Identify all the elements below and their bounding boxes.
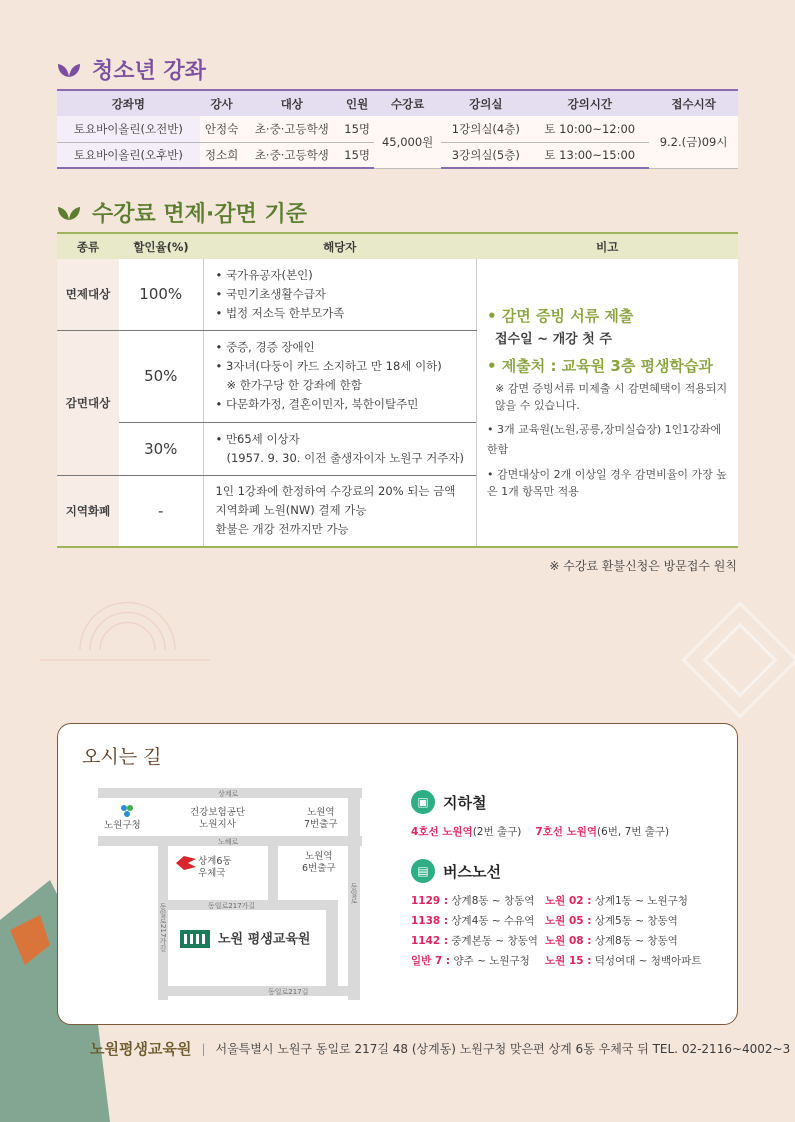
rate: 30% xyxy=(119,422,203,475)
eligible-list xyxy=(203,330,476,422)
center-label: 노원 평생교육원 xyxy=(218,931,311,947)
teacher: 안정숙 xyxy=(200,116,244,142)
th-teacher: 강사 xyxy=(200,90,244,116)
note-text: ※ 감면 증빙서류 미제출 시 감면혜택이 적용되지 않을 수 있습니다. xyxy=(494,381,728,412)
bus-icon: ▤ xyxy=(411,859,435,883)
capacity: 15명 xyxy=(340,116,374,142)
line4: 4호선 노원역 xyxy=(411,826,473,838)
time: 토 10:00~12:00 xyxy=(530,116,649,142)
discount-table xyxy=(57,232,738,548)
rate: 50% xyxy=(119,330,203,422)
th-note: 비고 xyxy=(476,233,738,259)
course-name: 토요바이올린(오후반) xyxy=(57,142,200,168)
list-item: 1인 1강좌에 한정하여 수강료의 20% 되는 금액 xyxy=(215,484,456,499)
rate: - xyxy=(119,475,203,547)
bus-route: 노원 08 : 상계8동 ~ 창동역 xyxy=(545,935,678,947)
bus-routes xyxy=(411,893,731,968)
th-who: 해당자 xyxy=(203,233,476,259)
road-label: 동일로217가길 xyxy=(208,902,256,910)
list-item: 환불은 개강 전까지만 가능 xyxy=(215,522,349,537)
eligible-list xyxy=(203,422,476,475)
room: 3강의실(5층) xyxy=(441,142,530,168)
th-fee: 수강료 xyxy=(374,90,441,116)
district-office-icon xyxy=(120,804,134,818)
note-heading: • 제출처 : 교육원 3층 평생학습과 xyxy=(486,356,713,375)
eligible-list xyxy=(203,259,476,330)
room: 1강의실(4층) xyxy=(441,116,530,142)
map-exit7: 노원역 7번출구 xyxy=(304,807,338,830)
category: 지역화폐 xyxy=(57,475,119,547)
note-text: • 3개 교육원(노원,공릉,장미실습장) 1인1강좌에 한함 xyxy=(486,422,722,456)
th-name: 강좌명 xyxy=(57,90,200,116)
list-item: • 국가유공자(본인) xyxy=(215,267,313,282)
map-office: 노원구청 xyxy=(104,820,141,831)
target: 초·중·고등학생 xyxy=(243,142,340,168)
th-rate: 할인율(%) xyxy=(119,233,203,259)
post-office-icon xyxy=(176,856,196,870)
bus-route: 1138 : 상계4동 ~ 수유역 xyxy=(411,915,535,927)
list-item: • 3자녀(다둥이 카드 소지하고 만 18세 이하) xyxy=(215,359,442,373)
course-name: 토요바이올린(오전반) xyxy=(57,116,200,142)
rate: 100% xyxy=(119,259,203,330)
th-start: 접수시작 xyxy=(649,90,738,116)
eligible-list xyxy=(203,475,476,547)
note-period: 접수일 ~ 개강 첫 주 xyxy=(494,331,612,347)
list-item: ※ 한가구당 한 강좌에 한함 xyxy=(215,378,362,392)
line7: 7호선 노원역 xyxy=(535,826,598,838)
bus-heading: ▤ 버스노선 xyxy=(411,859,731,883)
map-nhis: 건강보험공단 노원지사 xyxy=(190,807,246,830)
refund-note: ※ 수강료 환불신청은 방문접수 원칙 xyxy=(549,559,737,573)
list-item: • 만65세 이상자 xyxy=(215,431,300,446)
target: 초·중·고등학생 xyxy=(243,116,340,142)
separator: | xyxy=(201,1041,206,1056)
bus-route: 1142 : 중계본동 ~ 창동역 xyxy=(411,935,538,947)
directions-title: 오시는 길 xyxy=(82,746,162,768)
subway-lines: 4호선 노원역(2번 출구) 7호선 노원역(6번, 7번 출구) xyxy=(411,826,670,838)
teacher: 정소희 xyxy=(200,142,244,168)
fee: 45,000원 xyxy=(374,116,441,168)
bus-route: 노원 02 : 상계1동 ~ 노원구청 xyxy=(545,895,688,907)
note-cell xyxy=(476,259,738,547)
th-room: 강의실 xyxy=(441,90,530,116)
th-target: 대상 xyxy=(243,90,340,116)
course-table xyxy=(57,89,738,169)
map-post: 상계6동 우체국 xyxy=(198,856,232,879)
footer xyxy=(90,1038,790,1059)
bus-route: 1129 : 상계8동 ~ 창동역 xyxy=(411,895,535,907)
directions-card xyxy=(57,723,738,1025)
road-label: 동일로 xyxy=(350,883,358,904)
discount-section-title: 수강료 면제·감면 기준 xyxy=(56,197,307,228)
map-center xyxy=(178,926,310,948)
road-label: 상계로 xyxy=(218,790,239,798)
th-time: 강의시간 xyxy=(530,90,649,116)
map-exit6: 노원역 6번출구 xyxy=(302,851,336,874)
list-item: • 다문화가정, 결혼이민자, 북한이탈주민 xyxy=(215,397,419,411)
note-heading: • 감면 증빙 서류 제출 xyxy=(486,306,634,325)
course-section-title: 청소년 강좌 xyxy=(56,54,206,85)
bus-route: 노원 15 : 덕성여대 ~ 청백아파트 xyxy=(545,955,702,967)
list-item: (1957. 9. 30. 이전 출생자이자 노원구 거주자) xyxy=(215,450,464,465)
th-type: 종류 xyxy=(57,233,119,259)
road-label: 노해로 xyxy=(218,838,239,846)
road-label: 동일로217가길 xyxy=(159,903,167,952)
location-map xyxy=(98,788,362,1000)
note-text: • 감면대상이 2개 이상일 경우 감면비율이 가장 높은 1개 항목만 적용 xyxy=(486,467,727,498)
building-icon xyxy=(178,926,212,948)
list-item: • 법정 저소득 한부모가족 xyxy=(215,305,345,320)
road-label: 동일로217길 xyxy=(268,988,309,996)
table-row xyxy=(57,259,738,330)
list-item: • 중증, 경증 장애인 xyxy=(215,340,315,354)
start-date: 9.2.(금)09시 xyxy=(649,116,738,168)
bus-route: 노원 05 : 상계5동 ~ 창동역 xyxy=(545,915,678,927)
category: 감면대상 xyxy=(57,330,119,475)
leaf-icon xyxy=(56,205,82,221)
capacity: 15명 xyxy=(340,142,374,168)
list-item: 지역화폐 노원(NW) 결제 가능 xyxy=(215,503,367,518)
leaf-icon xyxy=(56,62,82,78)
transport-info xyxy=(411,790,731,968)
subway-icon: ▣ xyxy=(411,790,435,814)
table-row xyxy=(57,116,738,142)
th-cap: 인원 xyxy=(340,90,374,116)
category: 면제대상 xyxy=(57,259,119,330)
subway-heading: ▣ 지하철 xyxy=(411,790,731,814)
list-item: • 국민기초생활수급자 xyxy=(215,286,326,301)
bus-route: 일반 7 : 양주 ~ 노원구청 xyxy=(411,955,530,967)
address: 서울특별시 노원구 동일로 217길 48 (상계동) 노원구청 맞은편 상계 6동 우체국 뒤 TEL. 02-2116~4002~3 xyxy=(215,1042,791,1056)
time: 토 13:00~15:00 xyxy=(530,142,649,168)
org-name: 노원평생교육원 xyxy=(90,1040,192,1058)
